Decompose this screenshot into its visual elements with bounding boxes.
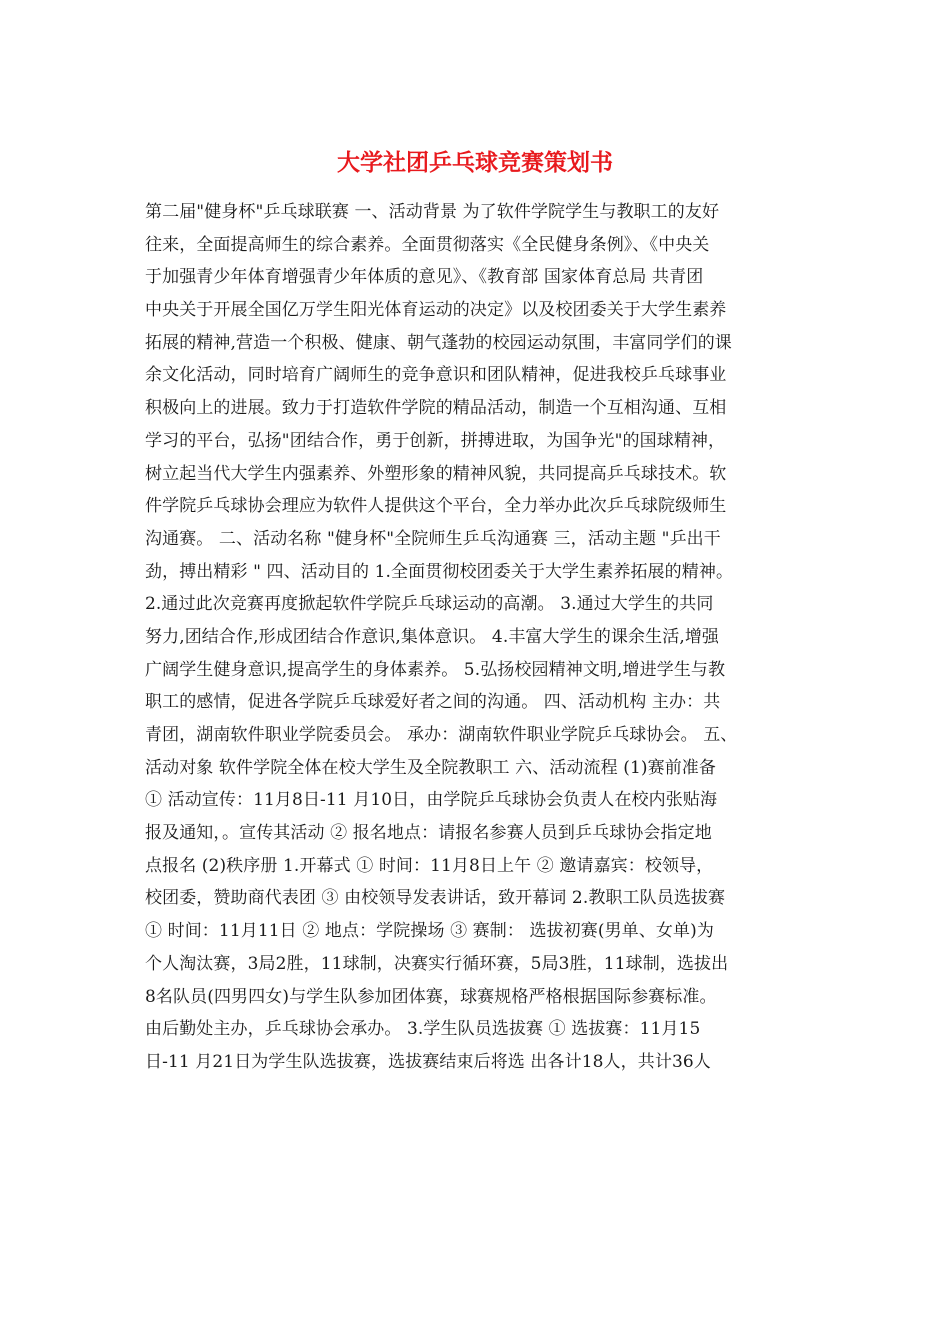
body-line: 广阔学生健身意识,提高学生的身体素养。 5.弘扬校园精神文明,增进学生与教 — [145, 659, 726, 680]
body-line: 余文化活动，同时培育广阔师生的竞争意识和团队精神，促进我校乒乓球事业 — [145, 365, 727, 386]
body-line: 报及通知，。宣传其活动 ② 报名地点：请报名参赛人员到乒乓球协会指定地 — [145, 823, 712, 844]
body-line: 校团委，赞助商代表团 ③ 由校领导发表讲话，致开幕词 2.教职工队员选拔赛 — [145, 888, 726, 909]
body-line: 职工的感情，促进各学院乒乓球爱好者之间的沟通。 四、活动机构 主办：共 — [145, 692, 721, 713]
body-line: 努力,团结合作,形成团结合作意识,集体意识。 4.丰富大学生的课余生活,增强 — [145, 626, 720, 647]
body-line: 8名队员(四男四女)与学生队参加团体赛，球赛规格严格根据国际参赛标准。 — [145, 986, 717, 1007]
body-line: 树立起当代大学生内强素养、外塑形象的精神风貌，共同提高乒乓球技术。软 — [145, 463, 727, 484]
body-line: ① 活动宣传：11月8日-11 月10日，由学院乒乓球协会负责人在校内张贴海 — [145, 790, 718, 811]
body-line: 件学院乒乓球协会理应为软件人提供这个平台，全力举办此次乒乓球院级师生 — [145, 496, 727, 517]
body-line: 点报名 (2)秩序册 1.开幕式 ① 时间：11月8日上午 ② 邀请嘉宾：校领导， — [145, 855, 714, 876]
body-line: 劲，搏出精彩 " 四、活动目的 1.全面贯彻校团委关于大学生素养拓展的精神。 — [145, 561, 734, 582]
body-line: 往来，全面提高师生的综合素养。全面贯彻落实《全民健身条例》、《中央关 — [145, 234, 710, 255]
body-line: 学习的平台，弘扬"团结合作，勇于创新，拼搏进取，为国争光"的国球精神， — [145, 430, 726, 451]
body-line: 活动对象 软件学院全体在校大学生及全院教职工 六、活动流程 (1)赛前准备 — [145, 757, 716, 778]
body-line: 由后勤处主办，乒乓球协会承办。 3.学生队员选拔赛 ① 选拔赛：11月15 — [145, 1019, 701, 1040]
body-line: 于加强青少年体育增强青少年体质的意见》、《教育部 国家体育总局 共青团 — [145, 267, 704, 288]
body-line: 第二届"健身杯"乒乓球联赛 一、活动背景 为了软件学院学生与教职工的友好 — [145, 202, 720, 222]
body-line: 中央关于开展全国亿万学生阳光体育运动的决定》以及校团委关于大学生素养 — [145, 300, 727, 321]
body-line: 2.通过此次竞赛再度掀起软件学院乒乓球运动的高潮。 3.通过大学生的共同 — [145, 594, 714, 615]
document-title: 大学社团乒乓球竞赛策划书 — [337, 149, 613, 176]
document-body — [145, 196, 815, 1079]
body-line: 个人淘汰赛，3局2胜，11球制，决赛实行循环赛，5局3胜，11球制，选拔出 — [145, 953, 729, 974]
body-line: 拓展的精神,营造一个积极、健康、朝气蓬勃的校园运动氛围，丰富同学们的课 — [145, 332, 732, 353]
body-line: ① 时间：11月11日 ② 地点：学院操场 ③ 赛制： 选拔初赛(男单、女单)为 — [145, 921, 714, 942]
body-line: 青团，湖南软件职业学院委员会。 承办：湖南软件职业学院乒乓球协会。 五、 — [145, 725, 738, 745]
body-line: 积极向上的进展。致力于打造软件学院的精品活动，制造一个互相沟通、互相 — [145, 398, 727, 419]
body-line: 沟通赛。 二、活动名称 "健身杯"全院师生乒乓沟通赛 三，活动主题 "乒出干 — [145, 528, 721, 549]
body-line: 日-11 月21日为学生队选拔赛，选拔赛结束后将选 出各计18人，共计36人 — [145, 1051, 711, 1072]
